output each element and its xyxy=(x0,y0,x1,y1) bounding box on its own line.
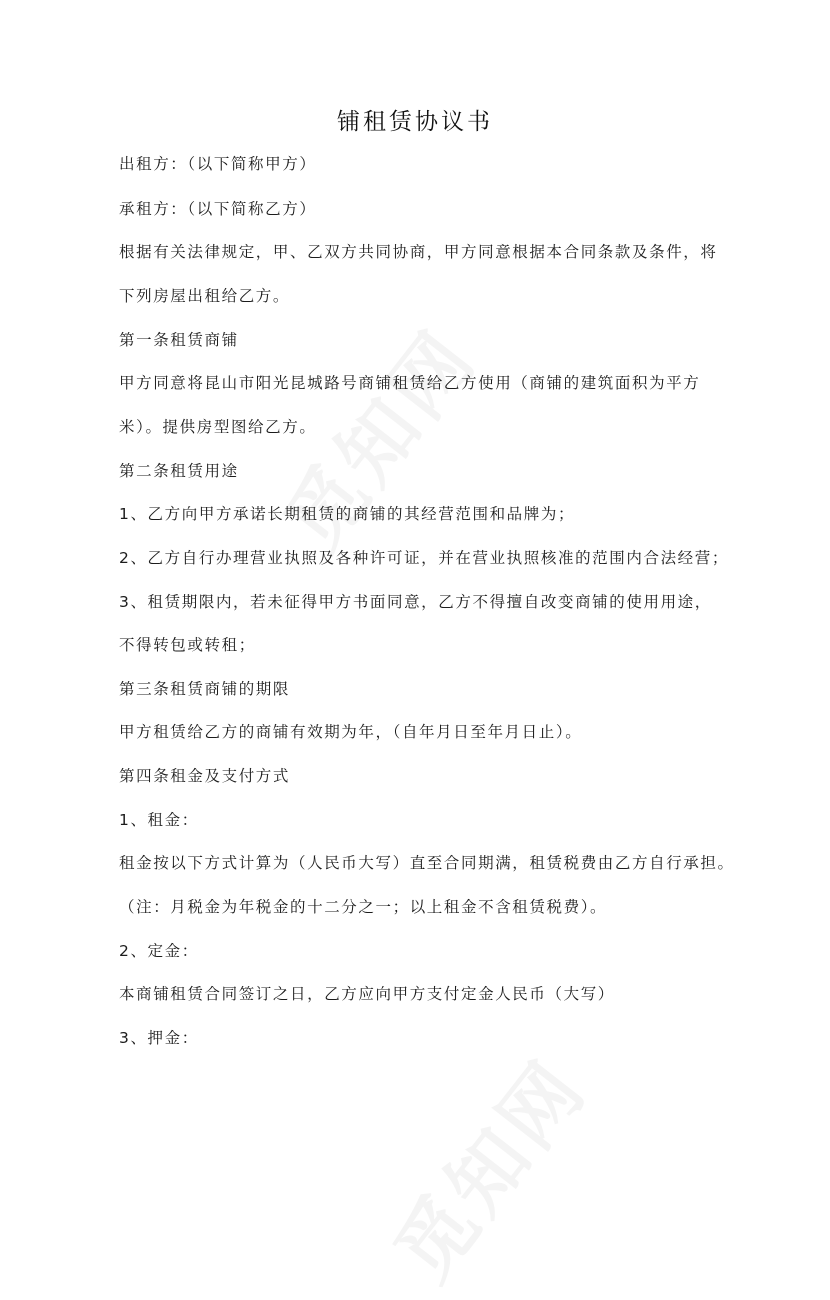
article-4-heading: 第四条租金及支付方式 xyxy=(119,767,291,785)
document-title: 铺租赁协议书 xyxy=(337,109,493,135)
article-1-line-1: 甲方同意将昆山市阳光昆城路号商铺租赁给乙方使用（商铺的建筑面积为平方 xyxy=(119,374,701,392)
article-4-deposit-heading: 2、定金： xyxy=(119,942,199,960)
article-2-item-1: 1、乙方向甲方承诺长期租赁的商铺的其经营范围和品牌为； xyxy=(119,505,576,523)
preamble-line-1: 根据有关法律规定，甲、乙双方共同协商，甲方同意根据本合同条款及条件，将 xyxy=(119,243,718,261)
lessee-line: 承租方：（以下简称乙方） xyxy=(119,200,317,218)
preamble-line-2: 下列房屋出租给乙方。 xyxy=(119,287,291,305)
article-4-rent-heading: 1、租金： xyxy=(119,811,199,829)
article-4-rent-line-1: 租金按以下方式计算为（人民币大写）直至合同期满，租赁税费由乙方自行承担。 xyxy=(119,854,735,872)
article-3-line-1: 甲方租赁给乙方的商铺有效期为年，（自年月日至年月日止）。 xyxy=(119,723,583,741)
lessor-line: 出租方：（以下简称甲方） xyxy=(119,155,317,173)
article-4-security-heading: 3、押金： xyxy=(119,1029,199,1047)
article-4-rent-note: （注：月税金为年税金的十二分之一；以上租金不含租赁税费）。 xyxy=(119,898,608,916)
article-2-item-2: 2、乙方自行办理营业执照及各种许可证，并在营业执照核准的范围内合法经营； xyxy=(119,549,729,567)
article-2-item-3: 3、租赁期限内，若未征得甲方书面同意，乙方不得擅自改变商铺的使用用途， xyxy=(119,593,712,611)
article-1-line-2: 米）。提供房型图给乙方。 xyxy=(119,418,317,436)
watermark-text-bottom xyxy=(364,1032,607,1300)
article-2-heading: 第二条租赁用途 xyxy=(119,462,239,480)
article-3-heading: 第三条租赁商铺的期限 xyxy=(119,680,291,698)
watermark-bottom xyxy=(360,1110,612,1222)
article-2-item-3-cont: 不得转包或转租； xyxy=(119,636,256,654)
article-1-heading: 第一条租赁商铺 xyxy=(119,331,239,349)
article-4-deposit-line: 本商铺租赁合同签订之日，乙方应向甲方支付定金人民币（大写） xyxy=(119,985,615,1003)
